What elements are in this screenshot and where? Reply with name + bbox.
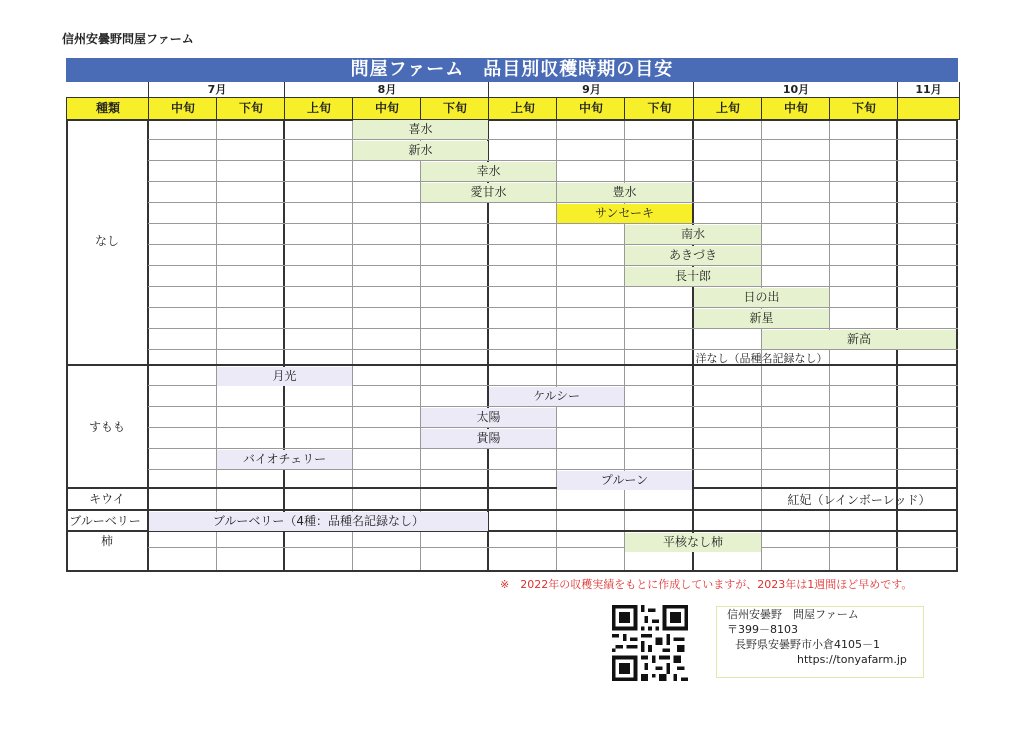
grid-border [956,119,958,571]
month-october: 10月 [693,82,898,97]
period-header-row [66,97,958,119]
row-line [148,427,958,428]
row-line [148,202,958,203]
period-header: 中旬 [556,97,625,120]
contact-name: 信州安曇野 問屋ファーム [727,608,859,621]
period-header: 中旬 [352,97,421,120]
kind-label-kiwi: キウイ [89,492,125,506]
period-header: 上旬 [693,97,762,120]
contact-postal: 〒399－8103 [727,623,798,636]
harvest-calendar-grid [66,119,958,571]
month-september: 9月 [488,82,694,97]
month-august: 8月 [284,82,489,97]
row-line [148,139,958,140]
period-header: 下旬 [624,97,694,120]
period-header: 下旬 [829,97,898,120]
month-november: 11月 [897,82,960,97]
month-header-row [66,82,958,97]
period-divider [352,119,353,571]
row-line [148,181,958,182]
row-line [148,244,958,245]
kind-label-nashi: なし [94,234,119,248]
period-divider [216,119,217,571]
row-line [148,448,958,449]
row-line [148,547,958,548]
variety-bar: ブルーベリー（4種：品種名記録なし） [149,512,488,531]
row-line [148,406,958,407]
variety-bar: 日の出 [694,288,829,307]
section-divider [66,487,958,489]
row-line [148,223,958,224]
period-header: 中旬 [148,97,217,120]
period-header [897,97,960,120]
row-line [148,469,958,470]
qr-code-icon[interactable] [612,605,688,681]
month-divider [692,119,694,571]
variety-bar: 貴陽 [421,429,556,448]
period-header: 上旬 [284,97,353,120]
month-divider [283,119,285,571]
variety-bar: 平核なし柿 [625,533,761,552]
variety-bar: 紅妃（レインボーレッド） [787,493,931,507]
row-line [148,328,958,329]
period-header: 上旬 [488,97,557,120]
variety-bar: 太陽 [421,408,556,427]
variety-bar: 豊水 [557,183,692,202]
variety-bar: 喜水 [353,120,488,139]
kind-column-header: 種類 [66,97,149,120]
variety-bar: プルーン [557,471,692,490]
row-line [148,160,958,161]
footnote: ※ 2022年の収穫実績をもとに作成していますが、2023年は1週間ほど早めです。 [500,578,913,591]
contact-box [716,606,924,678]
section-divider [66,570,958,572]
variety-bar: 洋なし（品種名記録なし） [695,352,828,365]
page-title: 問屋ファーム 品目別収穫時期の目安 [66,58,958,82]
variety-bar: 新星 [694,309,829,328]
row-line [148,349,958,350]
variety-bar: 新水 [353,141,488,160]
variety-bar: 月光 [217,367,352,386]
period-header: 下旬 [420,97,489,120]
variety-bar: サンセーキ [557,204,692,223]
period-header: 中旬 [761,97,830,120]
contact-address: 長野県安曇野市小倉4105－1 [735,638,880,651]
variety-bar: 南水 [625,225,761,244]
variety-bar: 長十郎 [625,267,761,286]
variety-bar: 新高 [762,330,956,349]
kind-label-sumomo: すもも [88,420,125,434]
row-line [148,307,958,308]
month-july: 7月 [148,82,285,97]
row-line [148,286,958,287]
kind-label-kaki: 柿 [100,534,113,548]
period-header: 下旬 [216,97,285,120]
variety-bar: 幸水 [421,162,556,181]
variety-bar: ケルシー [489,387,624,406]
kind-label-blueberry: ブルーベリー [69,514,141,528]
row-line [148,265,958,266]
variety-bar: あきづき [625,246,761,265]
section-divider [66,119,958,121]
variety-bar: バイオチェリー [217,450,352,469]
variety-bar: 愛甘水 [421,183,556,202]
contact-url-link[interactable]: https://tonyafarm.jp [797,653,907,666]
org-name-small: 信州安曇野問屋ファーム [62,32,194,46]
